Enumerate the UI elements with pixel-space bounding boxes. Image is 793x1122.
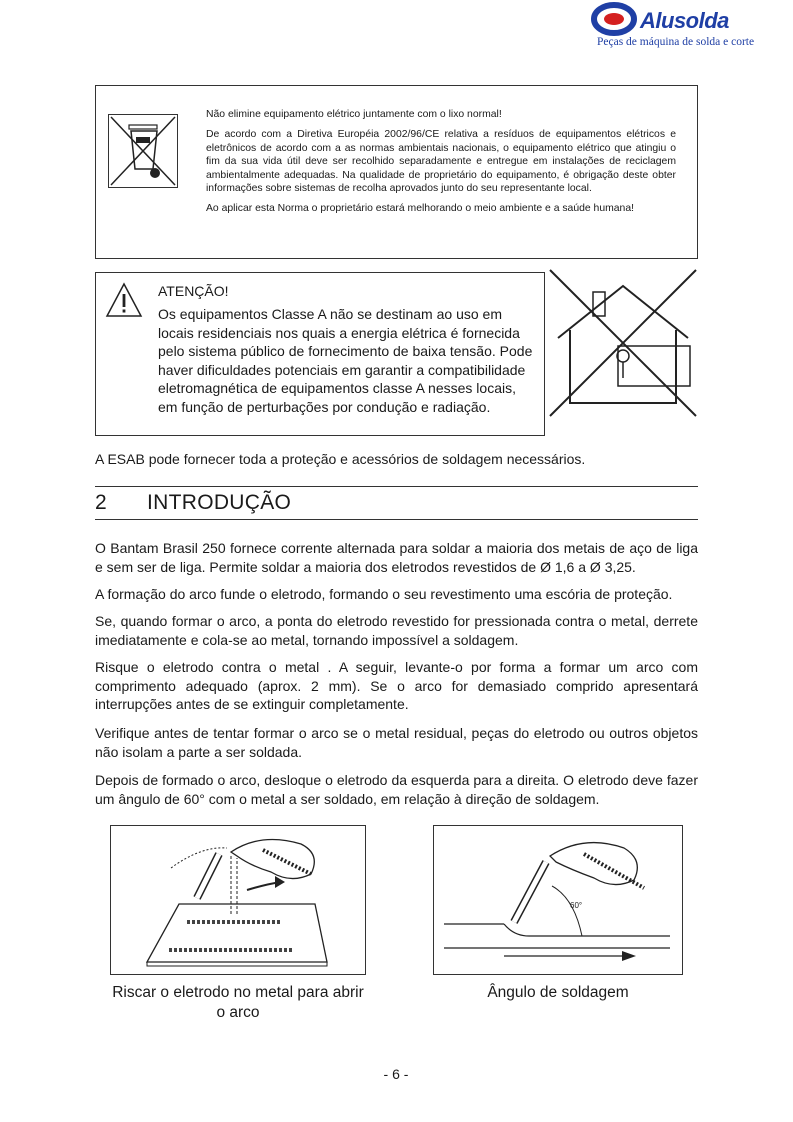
intro-paragraph: Verifique antes de tentar formar o arco se o metal residual, peças do eletrodo ou outros objetos não isolam a parte a ser soldada. bbox=[95, 725, 698, 760]
brand-logo bbox=[590, 2, 755, 52]
section-rule-bottom bbox=[95, 519, 698, 520]
intro-paragraph: O Bantam Brasil 250 fornece corrente alternada para soldar a maioria dos metais de aço de liga e sem ser de liga. Permite soldar a maioria dos eletrodos revestidos de Ø 1,6 a Ø 3,25. bbox=[95, 540, 698, 575]
crossed-out-house-plug-icon bbox=[548, 268, 698, 418]
section-number: 2 bbox=[95, 491, 107, 514]
intro-paragraph: Se, quando formar o arco, a ponta do eletrodo revestido for pressionada contra o metal, derrete imediatamente e cola-se ao metal, tornando impossível a soldagem. bbox=[95, 613, 698, 648]
disposal-paragraph: Ao aplicar esta Norma o proprietário estará melhorando o meio ambiente e a saúde humana! bbox=[206, 203, 634, 215]
disposal-paragraph: De acordo com a Diretiva Européia 2002/96/CE relativa a resíduos de equipamentos elétricos e eletrônicos de acordo com a as normas ambientais nacionais, o equipamento elétrico que atingiu o fim da sua vida útil deve ser recolhido separadamente e entregue em instalações de reciclagem ambientalmente adequadas. Na qualidade de proprietário do equipamento, é obrigação deste obter informações sobre sistemas de recolha aprovados junto do seu representante local. bbox=[206, 129, 676, 195]
crossed-out-wheelie-bin-icon bbox=[108, 114, 178, 188]
intro-paragraph: Depois de formado o arco, desloque o eletrodo da esquerda para a direita. O eletrodo deve fazer um ângulo de 60° com o metal a ser soldado, em relação à direção de soldagem. bbox=[95, 772, 698, 807]
figure-strike-arc bbox=[110, 825, 366, 975]
intro-paragraph: A formação do arco funde o eletrodo, formando o seu revestimento uma escória de proteção. bbox=[95, 586, 673, 602]
section-rule-top bbox=[95, 486, 698, 487]
strike-arc-illustration bbox=[111, 826, 365, 974]
disposal-paragraph: Não elimine equipamento elétrico juntamente com o lixo normal! bbox=[206, 109, 502, 120]
warning-triangle-icon bbox=[104, 281, 144, 319]
disposal-text bbox=[206, 108, 676, 223]
page-number: - 6 - bbox=[383, 1066, 409, 1082]
figure-welding-angle bbox=[433, 825, 683, 975]
attention-title: ATENÇÃO! bbox=[158, 283, 229, 299]
brand-name: Alusolda bbox=[640, 8, 729, 33]
brand-tagline: Peças de máquina de solda e corte bbox=[597, 36, 755, 48]
welding-angle-illustration bbox=[434, 826, 682, 974]
intro-paragraph: Risque o eletrodo contra o metal . A seguir, levante-o por forma a formar um arco com comprimento adequado (aprox. 2 mm). Se o arco for demasiado comprido apresentará interrupções antes de se extinguir completamente. bbox=[95, 659, 698, 713]
angle-label: 60° bbox=[570, 901, 583, 910]
figure-caption: Riscar o eletrodo no metal para abrir o arco bbox=[112, 984, 364, 1021]
section-title: INTRODUÇÃO bbox=[147, 491, 292, 514]
esab-note: A ESAB pode fornecer toda a proteção e acessórios de soldagem necessários. bbox=[95, 451, 586, 467]
logo-swoosh-icon bbox=[590, 2, 638, 36]
disposal-notice-box bbox=[95, 85, 698, 259]
attention-box bbox=[95, 272, 545, 436]
attention-body: Os equipamentos Classe A não se destinam ao uso em locais residenciais nos quais a energia elétrica é fornecida pelo sistema público de fornecimento de baixa tensão. Pode haver dificuldades potenciais em garantir a compatibilidade eletromagnética de equipamentos classe A nesses locais, em função de perturbações por condução e radiação. bbox=[158, 306, 533, 415]
figure-caption: Ângulo de soldagem bbox=[487, 984, 629, 1001]
